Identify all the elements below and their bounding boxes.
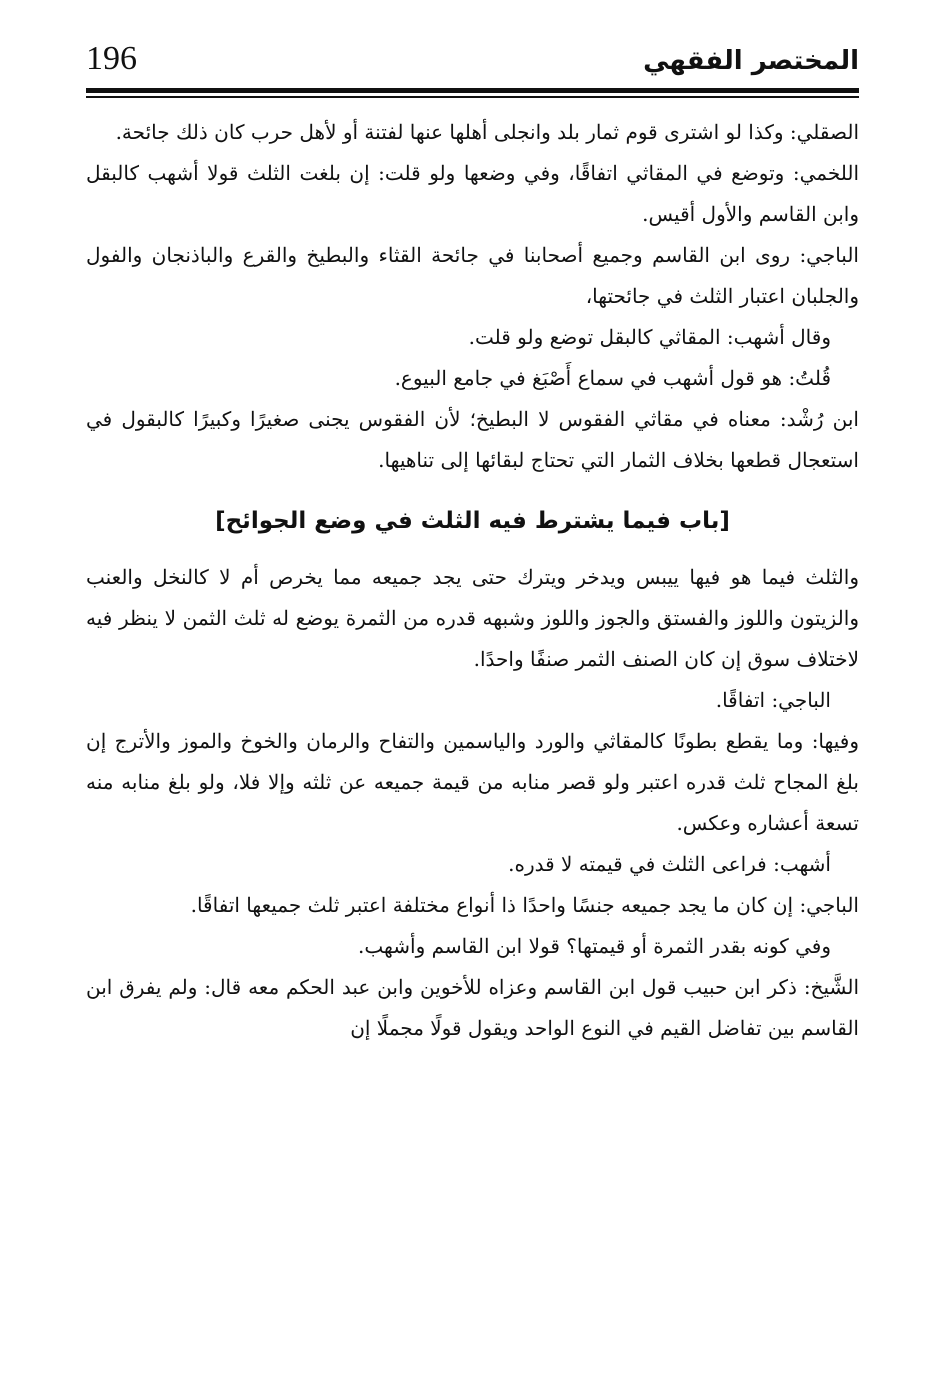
paragraph-ashhab: وقال أشهب: المقاثي كالبقل توضع ولو قلت.: [468, 325, 831, 349]
page-number: 196: [86, 40, 137, 77]
paragraph-qultu: قُلتُ: هو قول أشهب في سماع أَصْبَغ في جامع البيوع.: [394, 366, 831, 390]
paragraph-ibn-rushd: ابن رُشْد: معناه في مقاثي الفقوس لا البطيخ؛ لأن الفقوس يجنى صغيرًا وكبيرًا كالبقول في استعجال قطعها بخلاف الثمار التي تحتاج لبقائها إلى تناهيها.: [86, 407, 859, 472]
header-rule-thin: [86, 96, 859, 98]
paragraph-thuluth: والثلث فيما هو فيها ييبس ويدخر ويترك حتى يجد جميعه مما يخرص أم لا كالنخل والعنب والزيتون واللوز والفستق والجوز واللوز وشبهه قدره من الثمرة يوضع له ثلث الثمن لا ينظر فيه لاختلاف سوق إن كان الصنف الثمر صنفًا واحدًا.: [86, 565, 859, 671]
page-header: [86, 38, 859, 90]
page-body: [86, 112, 859, 1049]
running-title: المختصر الفقهي: [643, 46, 859, 76]
paragraph-lakhmi: اللخمي: وتوضع في المقاثي اتفاقًا، وفي وضعها ولو قلت: إن بلغت الثلث قولا أشهب كالبقل وابن القاسم والأول أقيس.: [86, 161, 859, 226]
paragraph-shaykh: الشَّيخ: ذكر ابن حبيب قول ابن القاسم وعزاه للأخوين وابن عبد الحكم معه قال: ولم يفرق ابن القاسم بين تفاضل القيم في النوع الواحد ويقول قولًا مجملًا إن: [86, 975, 859, 1040]
paragraph-baji-jins: الباجي: إن كان ما يجد جميعه جنسًا واحدًا ذا أنواع مختلفة اعتبر ثلث جميعها اتفاقًا.: [190, 893, 859, 917]
paragraph-siqilli: الصقلي: وكذا لو اشترى قوم ثمار بلد وانجلى أهلها عنها لفتنة أو لأهل حرب كان ذلك جائحة.: [115, 120, 859, 144]
paragraph-baji-ittifaq: الباجي: اتفاقًا.: [715, 688, 831, 712]
paragraph-baji: الباجي: روى ابن القاسم وجميع أصحابنا في جائحة القثاء والبطيخ والقرع والباذنجان والفول والجلبان اعتبار الثلث في جائحتها،: [86, 243, 859, 308]
paragraph-ashhab-qima: أشهب: فراعى الثلث في قيمته لا قدره.: [508, 852, 831, 876]
header-rule-thick: [86, 88, 859, 93]
section-heading: [باب فيما يشترط فيه الثلث في وضع الجوائح]: [215, 508, 730, 534]
paragraph-kawnihi: وفي كونه بقدر الثمرة أو قيمتها؟ قولا ابن القاسم وأشهب.: [358, 934, 831, 958]
paragraph-fiha: وفيها: وما يقطع بطونًا كالمقاثي والورد والياسمين والتفاح والرمان والخوخ والموز والأترج إن بلغ المجاح ثلث قدره اعتبر ولو قصر منابه من قيمة جميعه عن ثلثه وإلا فلا، ولو بلغ منابه منه تسعة أعشاره وعكس.: [86, 729, 859, 835]
